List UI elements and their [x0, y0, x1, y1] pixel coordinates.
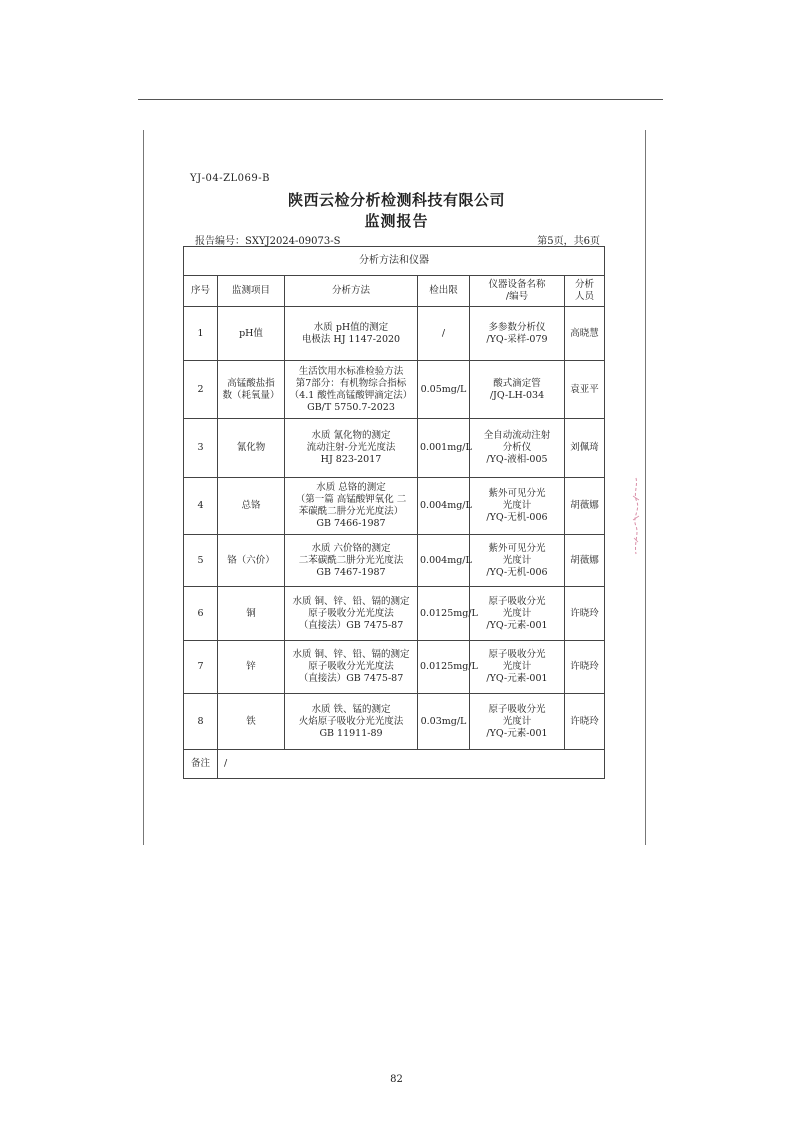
column-header: 序号	[184, 276, 218, 307]
monitoring-item: 铁	[218, 694, 285, 750]
doc-code: YJ-04-ZL069-B	[190, 173, 270, 184]
row-number: 7	[184, 641, 218, 694]
remark-label: 备注	[184, 750, 218, 779]
analyst: 许晓玲	[565, 587, 605, 641]
top-rule	[138, 99, 663, 100]
seam-stamp-mark	[628, 476, 644, 556]
analysis-methods-table	[183, 246, 605, 779]
instrument: 原子吸收分光 光度计 /YQ-元素-001	[470, 641, 565, 694]
table-row	[184, 307, 605, 361]
detection-limit: /	[418, 307, 470, 361]
row-number: 3	[184, 419, 218, 478]
analysis-method: 水质 pH值的测定 电极法 HJ 1147-2020	[285, 307, 418, 361]
column-header: 分析 人员	[565, 276, 605, 307]
analysis-method: 水质 铁、锰的测定 火焰原子吸收分光光度法 GB 11911-89	[285, 694, 418, 750]
analyst: 许晓玲	[565, 641, 605, 694]
row-number: 6	[184, 587, 218, 641]
monitoring-item: 高锰酸盐指 数（耗氧量）	[218, 361, 285, 419]
table-row	[184, 419, 605, 478]
instrument: 原子吸收分光 光度计 /YQ-元素-001	[470, 587, 565, 641]
instrument: 紫外可见分光 光度计 /YQ-无机-006	[470, 535, 565, 587]
analysis-method: 水质 铜、锌、铅、镉的测定 原子吸收分光光度法 （直接法）GB 7475-87	[285, 641, 418, 694]
analysis-method: 水质 六价铬的测定 二苯碳酰二肼分光光度法 GB 7467-1987	[285, 535, 418, 587]
analysis-method: 水质 总铬的测定 （第一篇 高锰酸钾氧化 二 苯碳酰二肼分光光度法） GB 7466-1987	[285, 478, 418, 535]
analyst: 胡薇娜	[565, 535, 605, 587]
table-row	[184, 478, 605, 535]
column-header: 检出限	[418, 276, 470, 307]
table-row	[184, 587, 605, 641]
analyst: 许晓玲	[565, 694, 605, 750]
monitoring-item: pH值	[218, 307, 285, 361]
monitoring-item: 总铬	[218, 478, 285, 535]
detection-limit: 0.0125mg/L	[418, 641, 470, 694]
detection-limit: 0.03mg/L	[418, 694, 470, 750]
analysis-method: 水质 氰化物的测定 流动注射-分光光度法 HJ 823-2017	[285, 419, 418, 478]
monitoring-item: 氰化物	[218, 419, 285, 478]
table-row	[184, 361, 605, 419]
report-title: 监测报告	[364, 212, 429, 230]
detection-limit: 0.004mg/L	[418, 478, 470, 535]
row-number: 8	[184, 694, 218, 750]
company-name: 陕西云检分析检测科技有限公司	[287, 191, 505, 209]
column-header: 监测项目	[218, 276, 285, 307]
column-header: 仪器设备名称 /编号	[470, 276, 565, 307]
detection-limit: 0.05mg/L	[418, 361, 470, 419]
page-border-left	[143, 130, 144, 845]
table-row	[184, 641, 605, 694]
remark-value: /	[218, 750, 605, 779]
analyst: 刘佩琦	[565, 419, 605, 478]
instrument: 原子吸收分光 光度计 /YQ-元素-001	[470, 694, 565, 750]
row-number: 2	[184, 361, 218, 419]
page-number: 82	[390, 1074, 403, 1085]
instrument: 紫外可见分光 光度计 /YQ-无机-006	[470, 478, 565, 535]
analysis-method: 生活饮用水标准检验方法 第7部分：有机物综合指标 （4.1 酸性高锰酸钾滴定法） GB/T 5750.7-2023	[285, 361, 418, 419]
instrument: 全自动流动注射 分析仪 /YQ-液相-005	[470, 419, 565, 478]
column-header: 分析方法	[285, 276, 418, 307]
instrument: 酸式滴定管 /JQ-LH-034	[470, 361, 565, 419]
row-number: 5	[184, 535, 218, 587]
row-number: 4	[184, 478, 218, 535]
page-info: 第5页，共6页	[537, 236, 600, 247]
page-border-right	[645, 130, 646, 845]
analysis-method: 水质 铜、锌、铅、镉的测定 原子吸收分光光度法 （直接法）GB 7475-87	[285, 587, 418, 641]
instrument: 多参数分析仪 /YQ-采样-079	[470, 307, 565, 361]
table-header-row	[184, 276, 605, 307]
monitoring-item: 铜	[218, 587, 285, 641]
analyst: 胡薇娜	[565, 478, 605, 535]
table-row	[184, 535, 605, 587]
detection-limit: 0.004mg/L	[418, 535, 470, 587]
analyst: 袁亚平	[565, 361, 605, 419]
report-number: 报告编号：SXYJ2024-09073-S	[195, 236, 341, 247]
row-number: 1	[184, 307, 218, 361]
analyst: 高晓慧	[565, 307, 605, 361]
table-row	[184, 694, 605, 750]
table-section-title: 分析方法和仪器	[184, 247, 605, 276]
monitoring-item: 锌	[218, 641, 285, 694]
detection-limit: 0.0125mg/L	[418, 587, 470, 641]
monitoring-item: 铬（六价）	[218, 535, 285, 587]
detection-limit: 0.001mg/L	[418, 419, 470, 478]
remark-row	[184, 750, 605, 779]
